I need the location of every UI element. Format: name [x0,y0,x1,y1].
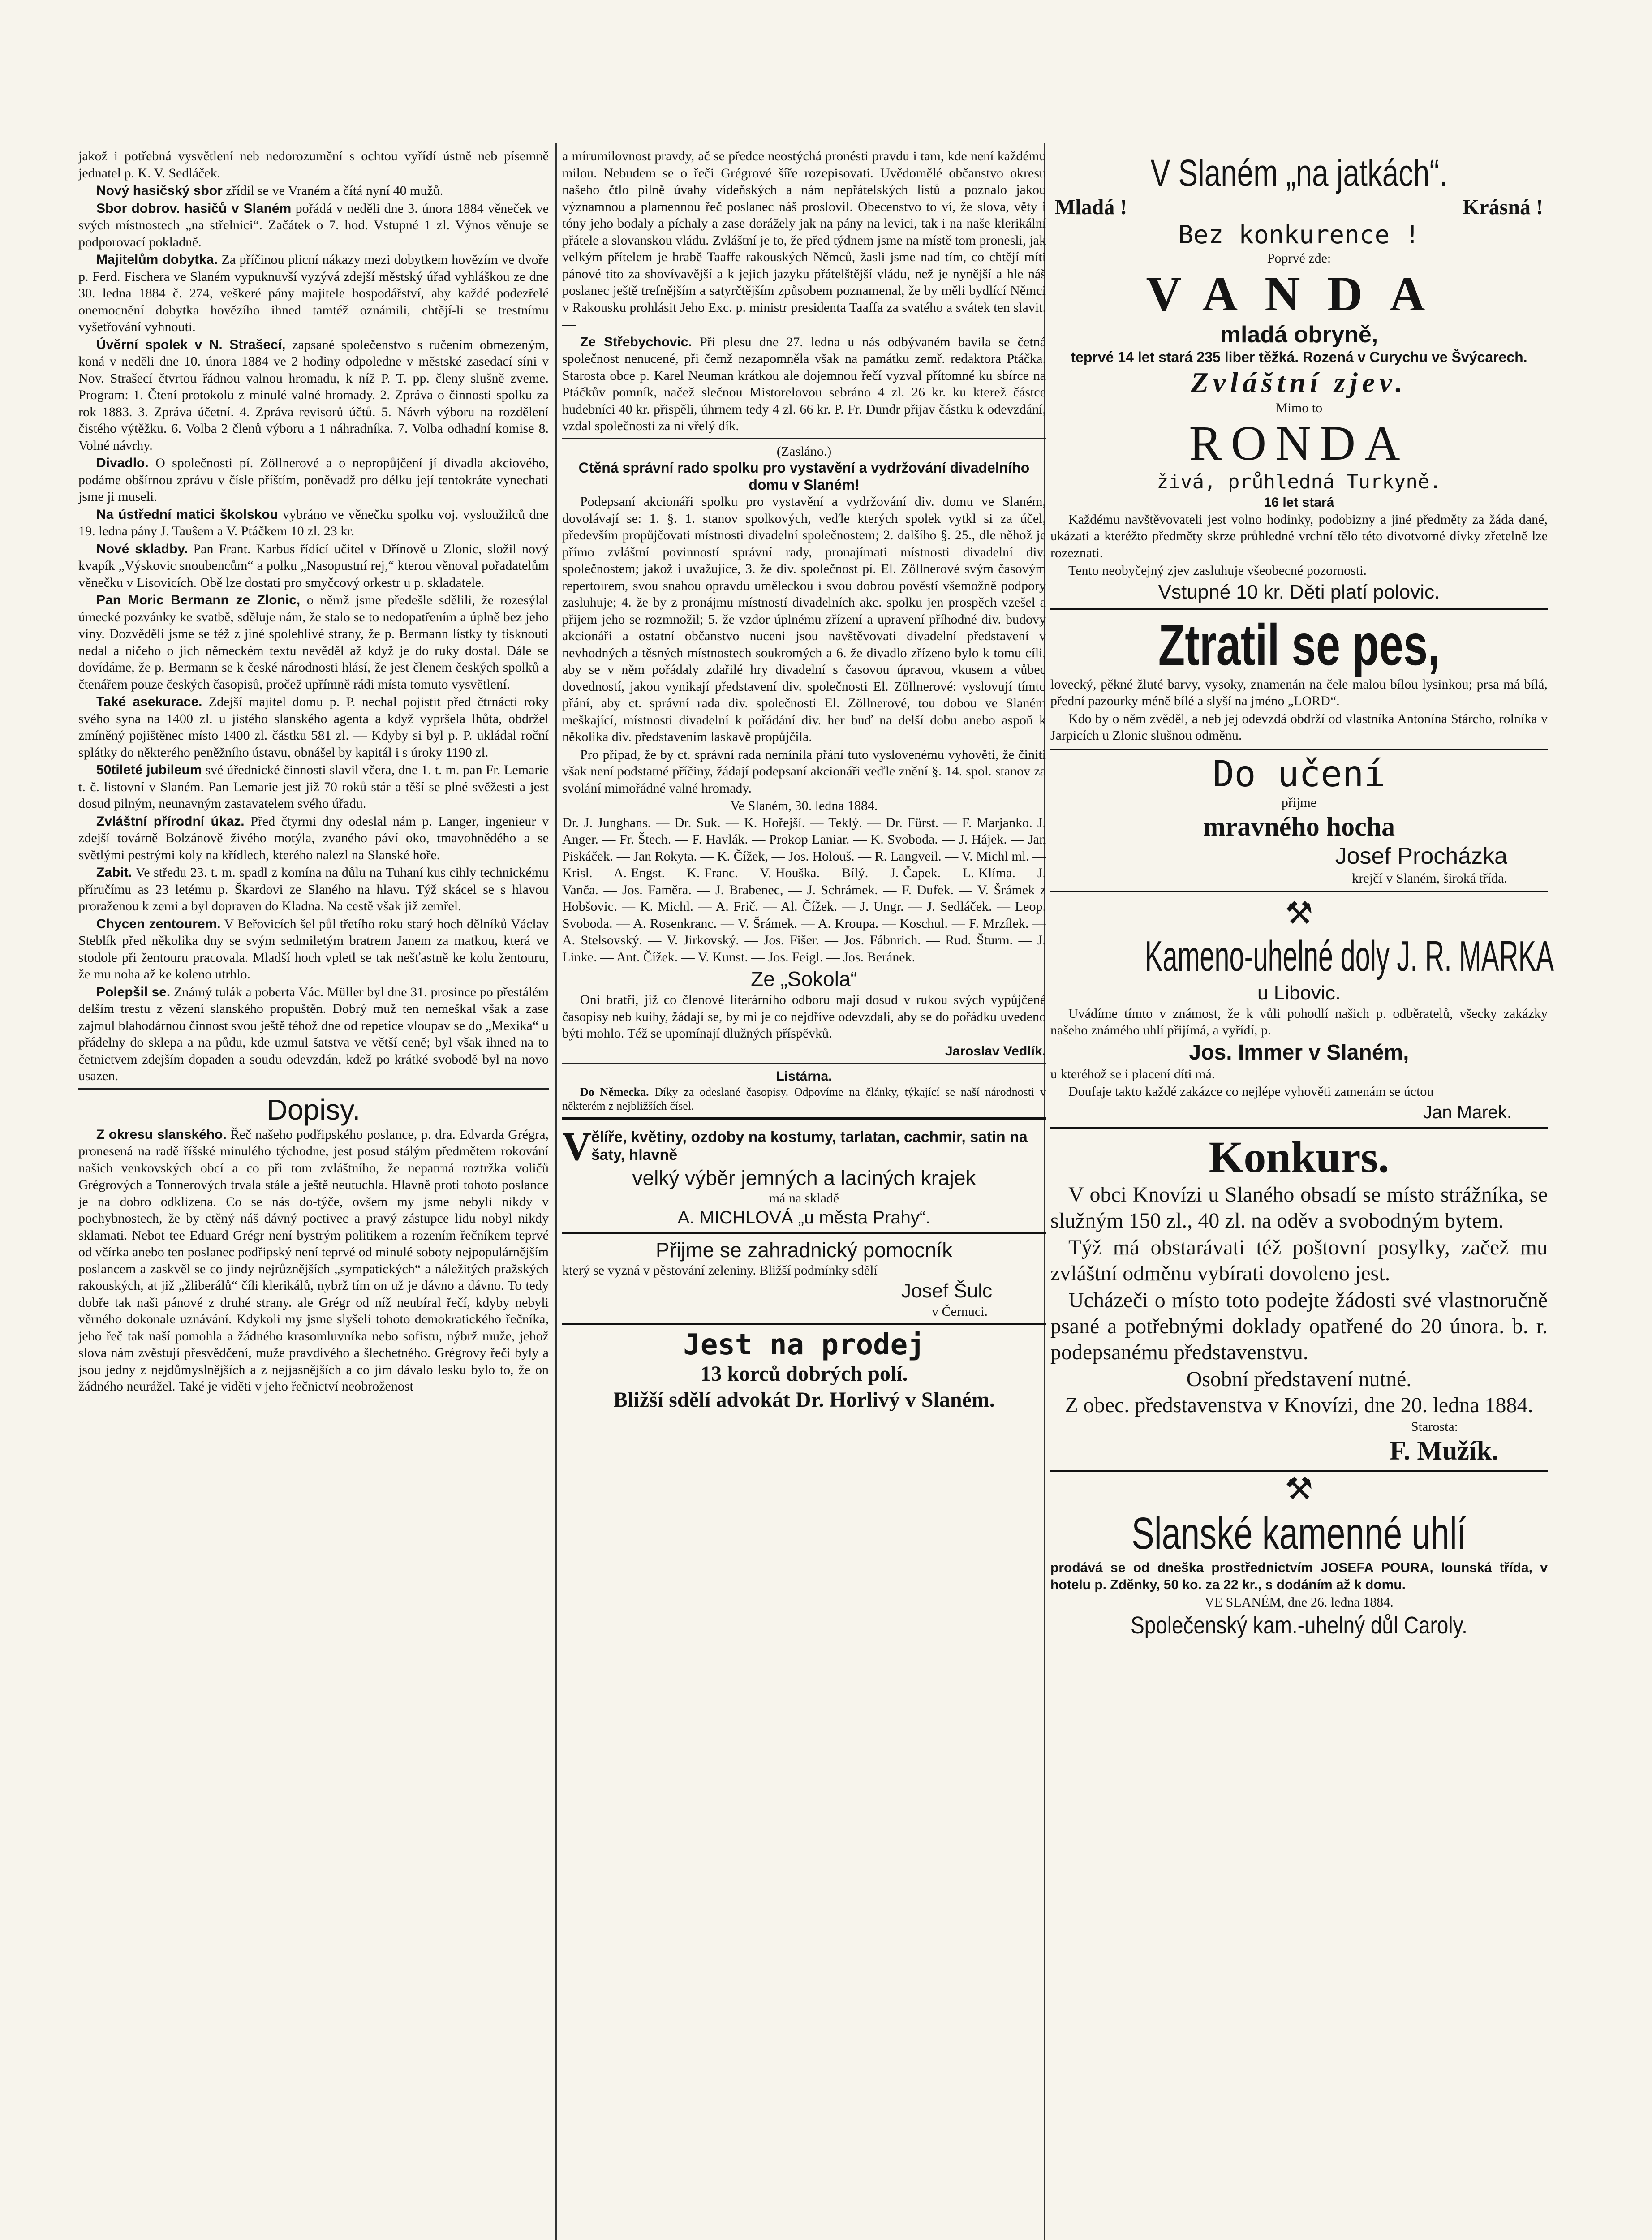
ad-heading: V Slaném „na jatkách“. [1150,152,1448,194]
ad-kameno [1050,892,1554,1129]
news-text: V Beřovicích šel půl třetího roku starý hoch dělníků Václav Steblík před několika dny se svým sedmiletým bratrem Janem za matkou, která ve stodole při žentouru pracovala. Mladší hoch vpletl se tak nešťastně ke kolu žentouru, že mu noha až ke koleno utrhlo. [78,916,549,982]
ad-line: teprvé 14 let stará 235 liber těžká. Rozená v Curychu ve Švýcarech. [1071,349,1527,365]
ad-line: má na skladě [769,1190,839,1206]
signature: Jaroslav Vedlík. [945,1043,1046,1059]
news-text: o němž jsme předešle sdělili, že rozesýlal úmecké pozvánky ke svatbě, sděluje nám, že stalo se to nedopatřením a úplně bez jeho viny. Dozvěděli jsme se též z jiné spolehlivé strany, že p. Bermann lístky ty tisknouti nedal a ničeho o jich německém textu nevěděl až když je do ruky dostal. Dále se dovídáme, že p. Bermann se k české národnosti hlásí, že jest členem českých spolků a čtenářem pouze českých časopisů, pročež upřímně rádi místa tomuto vysvětlení. [78,593,549,692]
ad-heading: Konkurs. [1209,1132,1390,1182]
ad-line: krejčí v Slaném, široká třída. [1352,871,1507,886]
news-heading: Na ústřední matici školskou [96,507,278,522]
news-heading: 50tileté jubileum [96,762,202,777]
news-heading: Také asekurace. [96,694,202,709]
news-text: Zdejší majitel domu p. P. nechal pojistit před čtrnácti roky svého syna na 1400 zl. u jistého slanského agenta a když vypršela lhůta, obdržel zmíněný pojištěnec místo 1400 zl. částku 581 zl. — Kdyby si byl p. P. ukládal roční splátky do některého peněžního ústavu, obnášel by kapitál i s úroky 1190 zl. [78,694,549,760]
news-item [78,984,549,1085]
news-heading: Úvěrní spolek v N. Strašecí, [96,337,286,352]
ad-heading: Kameno-uhelné doly J. R. MARKA [1144,932,1554,980]
ad-text: Tento neobyčejný zjev zasluhuje všeobecné pozornosti. [1068,563,1367,578]
news-text: O společnosti pí. Zöllnerové a o nepropůjčení jí divadla akciového, podáme obšírnou zprávu v čísle příštím, poněvadž pro délku její tentokráte vynechati jsme ji museli. [78,456,549,504]
ad-line: A. MICHLOVÁ „u města Prahy“. [677,1208,931,1228]
paragraph: jakož i potřebná vysvětlení neb nedorozumění s ochtou vyřídí ústně neb písemně jednatel p. K. V. Sedláček. [78,149,549,181]
news-item [78,336,549,454]
ad-pes [1050,610,1548,750]
ad-signature: Společenský kam.-uhelný důl Caroly. [1131,1611,1467,1639]
ad-text: lovecký, pěkné žluté barvy, vysoky, znamenán na čele malou bílou lysinkou; prsa má bílá, přední pazourky méně bílé a slyší na jméno „LORD“. [1050,676,1548,708]
ad-text: prodává se od dneška prostřednictvím JOSEFA POURA, lounská třída, v hotelu p. Zděnky, 50 ko. za 22 kr., s dodáním až k domu. [1050,1560,1548,1592]
ad-michlova [562,1124,1046,1235]
divider [562,1063,1046,1064]
ad-line: 16 let stará [1264,495,1334,510]
news-item [78,916,549,983]
ad-line: v Černuci. [932,1304,988,1319]
listarna-heading: Listárna. [776,1069,832,1084]
news-heading: Zabit. [96,865,132,880]
ad-line: Osobní představení nutné. [1186,1367,1412,1391]
news-text: zřídil se ve Vraném a čítá nyní 40 mužů. [226,183,443,198]
ad-heading: Ztratil se pes, [1158,612,1440,677]
news-item [78,592,549,693]
hammer-pick-icon: ⚒ [1285,896,1313,931]
ad-name: Josef Šulc [901,1279,992,1302]
ad-sulc [562,1234,1046,1325]
news-item [78,541,549,591]
news-item [78,762,549,812]
ad-line: přijme [1281,795,1317,810]
divider [562,1117,1046,1120]
ad-line: Poprvé zde: [1267,251,1331,266]
hammer-pick-icon: ⚒ [1285,1472,1313,1507]
dateline: Ve Slaném, 30. ledna 1884. [730,798,878,813]
ad-name: VANDA [1146,266,1452,321]
ad-text: Týž má obstarávati též poštovní posylky, začež mu zvláštní odměnu vybírati dovoleno jest. [1050,1235,1548,1285]
ad-line: mravného hocha [1203,812,1395,841]
news-item [78,813,549,864]
paragraph: Pro případ, že by ct. správní rada nemínila přání tuto vyslovenému vyhověti, že činiti však není podstatné příčiny, žádají podepsaní akcionáři veďle znění §. 14. spol. stanov za svolání mimořádné valné hromady. [562,747,1046,796]
ad-heading: Jest na prodej [683,1328,925,1361]
ad-slanske-uhli [1050,1472,1548,1640]
news-item [78,251,549,336]
ad-line: Vstupné 10 kr. Děti platí polovic. [1158,581,1440,603]
ad-line: u Libovic. [1257,982,1341,1004]
news-item [562,334,1046,435]
ad-line: mladá obryně, [1220,321,1378,348]
column-middle [562,148,1046,1417]
news-text: zapsané společenstvo s ručením obmezeným, koná v neděli dne 10. února 1884 ve 2 hodiny odpoledne v městské zasedací síni v Nov. Strašecí čtvrtou řádnou valnou hromadu, k níž P. T. pp. členy slušně zveme. Program: 1. Čtení protokolu z minulé valné hromady. 2. Zpráva o činnosti spolku za rok 1883. 3. Zpráva účetní. 4. Zpráva revisorů účtů. 5. Návrh výboru na rozdělení čistého výtěžku. 6. Volba 2 členů výboru a 1 náhradníka. 7. Volba odhadní komise 8. Volné návrhy. [78,337,549,453]
paragraph: Oni bratři, již co členové literárního odboru mají dosud v rukou svých vypůjčené časopisy neb kuihy, žádají se, by mi je co nejdříve odevzdali, aby se do pořádku uvedeno býti mohlo. Též se upomínají dlužných příspěvků. [562,992,1046,1041]
ad-heading: Přijme se zahradnický pomocník [655,1238,953,1262]
news-item [78,182,549,199]
news-text: vybráno ve věnečku spolku voj. vysloužilců dne 19. ledna pány J. Tauŝem a V. Ptáčkem 10 zl. 23 kr. [78,507,549,538]
ad-name: Jos. Immer v Slaném, [1189,1040,1409,1064]
ad-text: u kteréhož se i placení díti má. [1050,1066,1215,1081]
ad-konkurs [1050,1129,1548,1472]
news-heading: Ze Střebychovic. [580,334,692,349]
column-left [78,148,549,1396]
news-text: Známý tulák a poberta Vác. Müller byl dne 31. prosince po přestálém delším trestu z vězení slanského propuštěn. Dobrý muž ten nemeškal však a zase zajmul blahodárnou činnost svou ještě téhož dne od repetice vloupav se do „Mexika“ u přádelny do sklepa a na půdu, kde uzmul šatstva ve větší ceně; byl však ihned na to četnictvem zdejším dopaden a soudu odevzdán, kdež po krátké svobodě byl na novo usazen. [78,984,549,1083]
listarna-label: Do Německa. [580,1085,649,1098]
listarna-text: Díky za odeslané časopisy. Odpovíme na články, týkající se naší národnosti v některém z nejbližších čísel. [562,1085,1046,1112]
ad-line: Starosta: [1411,1419,1458,1434]
news-item [78,200,549,251]
ad-text [562,1124,1046,1169]
news-item [78,694,549,761]
news-heading: Chycen zentourem. [96,916,221,931]
news-text: Při plesu dne 27. ledna u nás odbývaném bavila se četná společnost nenucené, při čemž nezapomněla však na památku zemř. redaktora Ptáčka. Starosta obce p. Karel Neuman krátkou ale dojemnou řečí vyzval přítomné ku sbírce na Ptáčkův pomník, načež slečnou Mistorelovou sebráno 4 zl. 26 kr. ku kterež částce hudebníci 40 kr. přispěli, úhrnem tedy 4 zl. 66 kr. P. Fr. Dundr přijav částku k odevzdání, vzdal společnosti za ni vřelý dík. [562,334,1046,433]
ad-word: Krásná ! [1463,195,1543,219]
ad-line: živá, průhledná Turkyně. [1157,470,1441,493]
paragraph: Podepsaní akcionáři spolku pro vystavění a vydržování div. domu ve Slaném, dovolávají se: 1. §. 1. stanov spolkových, veďle kterých spolek vytkl si za účel, především propůjčovati místnosti divadelní společnostem; 2. dalšího §. 25., dle něhož je přímo zvláštní povinností správní rady, pronajímati místnosti divadelní div. společnostem; jakož i uvažujíce, 3. že div. společnost pí. El. Zöllnerové svým časovým repertoirem, svou snahou opravdu uměleckou i svou dobrou pověstí všemožně podpory zasluhuje; 4. že by z pronájmu místností divadelních akc. spolku jen prospěch vzešel a přijem jeho se rozmnožil; 5. že vzdor úplnému zřízení a upravení příhodné div. budovy akcionáři a ostatní občanstvo nuceni jsou navštěvovati divadelní představení v nevhodných a těsných místnostech soukromých a 6. že divadlo zřízeno bylo k tomu cíli, aby se v něm pořádaly zdařilé hry divadelní s časovou úpravou, vkusem a vůbec dovedností, jakou vynikají představení div. společnosti El. Zöllnerové: vyslovují tímto přání, aby ct. správní rada div. společnosti El. Zöllnerové, tou dobou ve Slaném meškající, místnosti divadelní k pořádání div. her buď na delší dobu anebo aspoň k několika div. představením laskavě propůjčila. [562,494,1046,744]
ad-row [1050,194,1548,220]
letter-text: Řeč našeho podřipského poslance, p. dra. Edvarda Grégra, pronesená na radě říšské minulého týchodne, jest posud stálým předmětem rokování našich venkovských obcí a co při tom zvláštního, že nepatrná roztržka voličů Grégrových a Tonnerových trvala stále a ještě neutuchla. Hlavně proti tohoto poslance je na dobro odklizena. Co se nás do-týče, ovšem my jsme nebyli nikdy v pochybnostech, že by ctěný náš dávný poctivec a pravý zástupce lidu nobyl nikdy sklamati. Nebot tee Eduard Grégr není bystrým politikem a rozením řečníkem teprvé od včírka anebo ten poslanec podřipský není teprvé od minulé soboty nejpopulárnějším poslancem a zaskvěl se co jindy nejrůznějších „sympatických“ a náležitých pražských rakouských, at již „žliberálů“ číli klerikálů, nybrž tím on už je dávno a dávno. To tedy dobře tak naši pánové z druhé strany. ale Grégr od níž neubíral řečí, kdyby nebyli věrného dokonale uznávání. Kdykoli my jsme slyšeli tohoto demokratického řečníka, jeho řeč tak naší pomohla a žádného krasomluvníka nebo sofistu, nýbrž muže, jehož slova nám zvěstují přesvědčení, muže pravdivého a šlechetného. Grégrovy řeči byly a jsou jedny z nejdůmyslnějších a z nejjasnějších a co jim dávalo lesku bylo to, že on žádného neurážel. Také je viděti v jeho řečnictví neobroženost [78,1127,549,1394]
news-item [78,506,549,540]
news-text: Před čtyrmi dny odeslal nám p. Langer, ingenieur v zdejší továrně Bolzánově živého motýla, zvaného páví oko, tmavohnědého a se světlými pestrými koly na křídlech, kterého nalezl na Slanské hoře. [78,814,549,862]
ad-heading: Do učení [1213,753,1385,795]
news-text: své úřednické činnosti slavil včera, dne 1. t. m. pan Fr. Lemarie t. č. listovní v Slaném. Pan Lemarie jest již 70 roků stár a těší se plné svěžesti a jest dosud pilným, neunavným zastavatelem svého úřadu. [78,762,549,811]
ad-name: Josef Procházka [1335,843,1507,869]
ad-text: V obci Knovízi u Slaného obsadí se místo strážníka, se služným 150 zl., 40 zl. na oděv a svobodným bytem. [1050,1182,1548,1232]
ad-pole [562,1325,1046,1417]
news-item [78,455,549,505]
letter [78,1126,549,1395]
ad-vanda [1050,148,1548,610]
ad-heading: Slanské kamenné uhlí [1131,1508,1467,1559]
ad-line: ělíře, květiny, ozdoby na kostumy, tarlatan, cachmir, satin na šaty, hlavně [591,1128,1028,1163]
news-heading: Sbor dobrov. hasičů v Slaném [96,201,292,216]
news-text: pořádá v neděli dne 3. února 1884 věneček ve svých místnostech „na střelnici“. Začátek o 7. hod. Vstupné 1 zl. Výnos věnuje se podporovací pokladně. [78,201,549,250]
ad-text: Doufaje takto každé zakázce co nejlépe vyhověti zamenám se úctou [1068,1084,1434,1099]
ad-line: Bližší sdělí advokát Dr. Horlivý v Slaném. [613,1388,995,1412]
paragraph: a mírumilovnost pravdy, ač se předce neostýchá pronésti pravdu i tam, kde není každému milou. Nebudem se o řeči Grégrové šíře rozepisovati. Uvědomělé občanstvo okresu našeho čtlo pilně úvahy vídeňských a nám nepřátelských listů a poznalo jakou významnou a plamennou řeč poslanec náš proslovil. Obecenstvo to ví, že slova, věty i tóny jeho bodaly a píchaly a zase dorážely jak na pány na levici, tak i na naše klerikální přátele a slovanskou vládu. Zvláštní je to, že před týdnem jsme na místě tom pronesli, jak velkým přítelem je hrabě Taaffe rakouských Němců, žasli jsme nad tím, co chtějí míti pánové tito za shovívavější a k jejich jazyku přátelštější vládu, než je nynější a hle náš poslanec ještě trefnějším a satyrčtějším způsobem poznamenal, že by měli bydlící Němci v Rakousku prohlásit Jeho Exc. p. ministr presidenta Taaffa za svatého a svátek ten slavit. — [562,149,1046,332]
news-heading: Nové skladby. [96,541,188,556]
ad-line: VE SLANÉM, dne 26. ledna 1884. [1205,1595,1394,1610]
ad-text: Kdo by o něm zvěděl, a neb jej odevzdá obdrží od vlastníka Antonína Stárcho, rolníka v Jarpicích u Zlonic slušnou odměnu. [1050,711,1548,743]
ad-word: Mladá ! [1055,195,1127,219]
section-title: Dopisy. [267,1093,361,1126]
ad-text: Uvádíme tímto v známost, že k vůli pohodlí našich p. odběratelů, všecky zakázky našeho známého uhlí přijímá, a vyřídí, p. [1050,1006,1548,1038]
ad-signature: F. Mužík. [1390,1436,1498,1465]
zaslano-label: (Zasláno.) [776,444,832,459]
ad-line: Z obec. představenstva v Knovízi, dne 20. ledna 1884. [1065,1393,1533,1417]
column-rule [555,143,557,2240]
news-heading: Pan Moric Bermann ze Zlonic, [96,593,301,607]
drop-cap: V [562,1124,591,1169]
ad-name: RONDA [1189,416,1409,470]
news-heading: Divadlo. [96,456,149,470]
listarna-item [562,1085,1046,1113]
news-item [78,864,549,915]
ad-line: který se vyzná v pěstování zeleniny. Bližší podmínky sdělí [562,1263,878,1278]
news-heading: Majitelům dobytka. [96,252,218,267]
sokol-heading: Ze „Sokola“ [751,967,857,991]
ad-line: Mimo to [1275,400,1323,415]
zaslano-heading: Ctěná správní rado spolku pro vystavění a vydržování divadelního domu v Slaném! [578,460,1030,493]
ad-text: Ucházeči o místo toto podejte žádosti své vlastnoručně psané a potřebnými doklady opatřené do 20 února. b. r. podepsanému představenstvu. [1050,1288,1548,1364]
news-text: Ve středu 23. t. m. spadl z komína na důlu na Tuhaní kus cihly technickému příručímu as 23 letému p. Škardovi ze Slaného na hlavu. Týž skácel se s hlavou proraženou k zemi a byl dopraven do Kladna. Na cestě však již zemřel. [78,865,549,913]
ad-line: velký výběr jemných a laciných krajek [632,1166,976,1189]
column-right [1050,148,1554,1640]
news-text: Pan Frant. Karbus řídící učitel v Dřínově u Zlonic, složil nový kvapík „Výskovic snoubencům“ a polku „Nasopustní rej,“ kterou věnoval pořadatelům věnečku v Lisovicích. Obě lze dostati pro smyčcový orkestr u p. skladatele. [78,541,549,590]
news-heading: Nový hasičský sbor [96,183,223,198]
ad-uceni [1050,750,1548,892]
news-heading: Polepšil se. [96,984,171,999]
news-text: Za příčinou plicní nákazy mezi dobytkem hovězím ve dvoře p. Ferd. Fischera ve Slaném vypuknuvší vyzývá zdejší městský úřad vyhláškou ze dne 30. ledna 1884 č. 274, veškeré pány majitele hospodářství, aby každé podezřelé onemocnění dobytka hovězího ihned tamtéž oznámili, chtějí-li se trestnímu vyšetřování vyhnouti. [78,252,549,334]
signatories: Dr. J. Junghans. — Dr. Suk. — K. Hořejší. — Teklý. — Dr. Fürst. — F. Marjanko. J. Anger. — Fr. Štech. — F. Havlák. — Prokop Laniar. — K. Svoboda. — J. Hájek. — Jan Piskáček. — Jan Rokyta. — K. Čížek, — Jos. Holouš. — R. Langveil. — V. Michl ml. — Krisl. — A. Engst. — K. Franc. — V. Houška. — Bílý. — J. Čapek. — L. Klíma. — J. Vanča. — Jos. Faměra. — J. Brabenec, — J. Schrámek. — F. Dufek. — V. Šrámek z Hobšovic. — K. Michl. — A. Frič. — Al. Čížek. — J. Ungr. — J. Sedláček. — Leop. Svoboda. — A. Rosenkranc. — V. Šrámek. — A. Kroupa. — Koschul. — F. Mrzílek. — A. Stelsovský. — V. Jirkovský. — Jos. Fišer. — Jos. Fábnrich. — Rud. Šturm. — J. Linke. — Ant. Čížek. — V. Kunst. — Jos. Feigl. — Jos. Beránek. [562,815,1046,965]
ad-line: Bez konkurence ! [1178,220,1420,250]
ad-line: Zvláštní zjev. [1191,366,1407,398]
divider [562,438,1046,439]
ad-signature: Jan Marek. [1423,1102,1512,1122]
news-heading: Zvláštní přírodní úkaz. [96,814,245,829]
ad-line: 13 korců dobrých polí. [700,1362,908,1386]
divider [78,1088,549,1090]
letter-heading: Z okresu slanského. [96,1127,227,1142]
ad-text: Každému navštěvovateli jest volno hodinky, podobizny a jiné předměty za žáda dané, ukázati a kteréžto předměty skrze průhledné vrchní tělo této divotvorné dívky zřetelně lze rozeznati. [1050,512,1548,560]
